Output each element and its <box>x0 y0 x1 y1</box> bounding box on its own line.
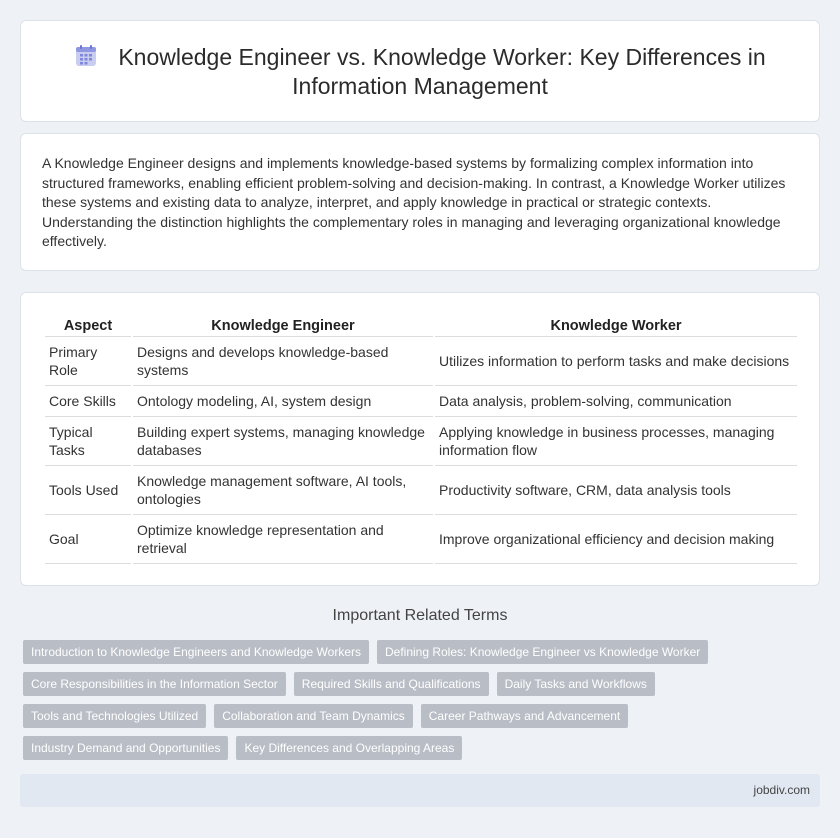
table-header-row <box>45 315 797 337</box>
table-cell: Optimize knowledge representation and retrieval <box>133 515 433 564</box>
related-term-link[interactable]: Daily Tasks and Workflows <box>497 672 655 696</box>
related-term-link[interactable]: Collaboration and Team Dynamics <box>214 704 413 728</box>
column-header-knowledge-worker: Knowledge Worker <box>435 315 797 337</box>
calendar-grid-icon <box>74 44 98 68</box>
table-cell: Ontology modeling, AI, system design <box>133 386 433 417</box>
related-term-link[interactable]: Industry Demand and Opportunities <box>23 736 228 760</box>
table-cell: Goal <box>45 515 131 564</box>
intro-card <box>20 133 820 271</box>
table-row <box>45 417 797 466</box>
related-term-link[interactable]: Tools and Technologies Utilized <box>23 704 206 728</box>
related-term-link[interactable]: Career Pathways and Advancement <box>421 704 628 728</box>
table-row <box>45 386 797 417</box>
comparison-card <box>20 292 820 586</box>
page-title-wrap <box>21 43 819 101</box>
related-term-link[interactable]: Defining Roles: Knowledge Engineer vs Knowledge Worker <box>377 640 708 664</box>
table-cell: Data analysis, problem-solving, communication <box>435 386 797 417</box>
header-card <box>20 20 820 122</box>
related-term-link[interactable]: Required Skills and Qualifications <box>294 672 489 696</box>
column-header-aspect: Aspect <box>45 315 131 337</box>
table-cell: Primary Role <box>45 337 131 386</box>
column-header-knowledge-engineer: Knowledge Engineer <box>133 315 433 337</box>
table-cell: Designs and develops knowledge-based systems <box>133 337 433 386</box>
page-title: Knowledge Engineer vs. Knowledge Worker: Key Differences in Information Management <box>118 44 766 99</box>
related-terms-heading: Important Related Terms <box>332 607 508 624</box>
table-row <box>45 337 797 386</box>
table-cell: Applying knowledge in business processes, managing information flow <box>435 417 797 466</box>
table-cell: Building expert systems, managing knowledge databases <box>133 417 433 466</box>
comparison-table <box>43 315 799 564</box>
table-cell: Productivity software, CRM, data analysis tools <box>435 466 797 515</box>
related-terms-list <box>23 640 813 768</box>
footer-site-link[interactable]: jobdiv.com <box>753 783 810 797</box>
table-cell: Core Skills <box>45 386 131 417</box>
table-cell: Utilizes information to perform tasks and make decisions <box>435 337 797 386</box>
table-cell: Knowledge management software, AI tools, ontologies <box>133 466 433 515</box>
table-cell: Improve organizational efficiency and decision making <box>435 515 797 564</box>
footer-bar <box>20 774 820 807</box>
table-row <box>45 466 797 515</box>
related-term-link[interactable]: Introduction to Knowledge Engineers and Knowledge Workers <box>23 640 369 664</box>
intro-paragraph: A Knowledge Engineer designs and implements knowledge-based systems by formalizing complex information into structured frameworks, enabling efficient problem-solving and decision-making. In contrast, a Knowledge Worker utilizes these systems and existing data to analyze, interpret, and apply knowledge in practical or strategic contexts. Understanding the distinction highlights the complementary roles in managing and leveraging organizational knowledge effectively. <box>42 155 786 249</box>
table-cell: Tools Used <box>45 466 131 515</box>
table-cell: Typical Tasks <box>45 417 131 466</box>
table-row <box>45 515 797 564</box>
related-term-link[interactable]: Key Differences and Overlapping Areas <box>236 736 462 760</box>
related-term-link[interactable]: Core Responsibilities in the Information Sector <box>23 672 286 696</box>
